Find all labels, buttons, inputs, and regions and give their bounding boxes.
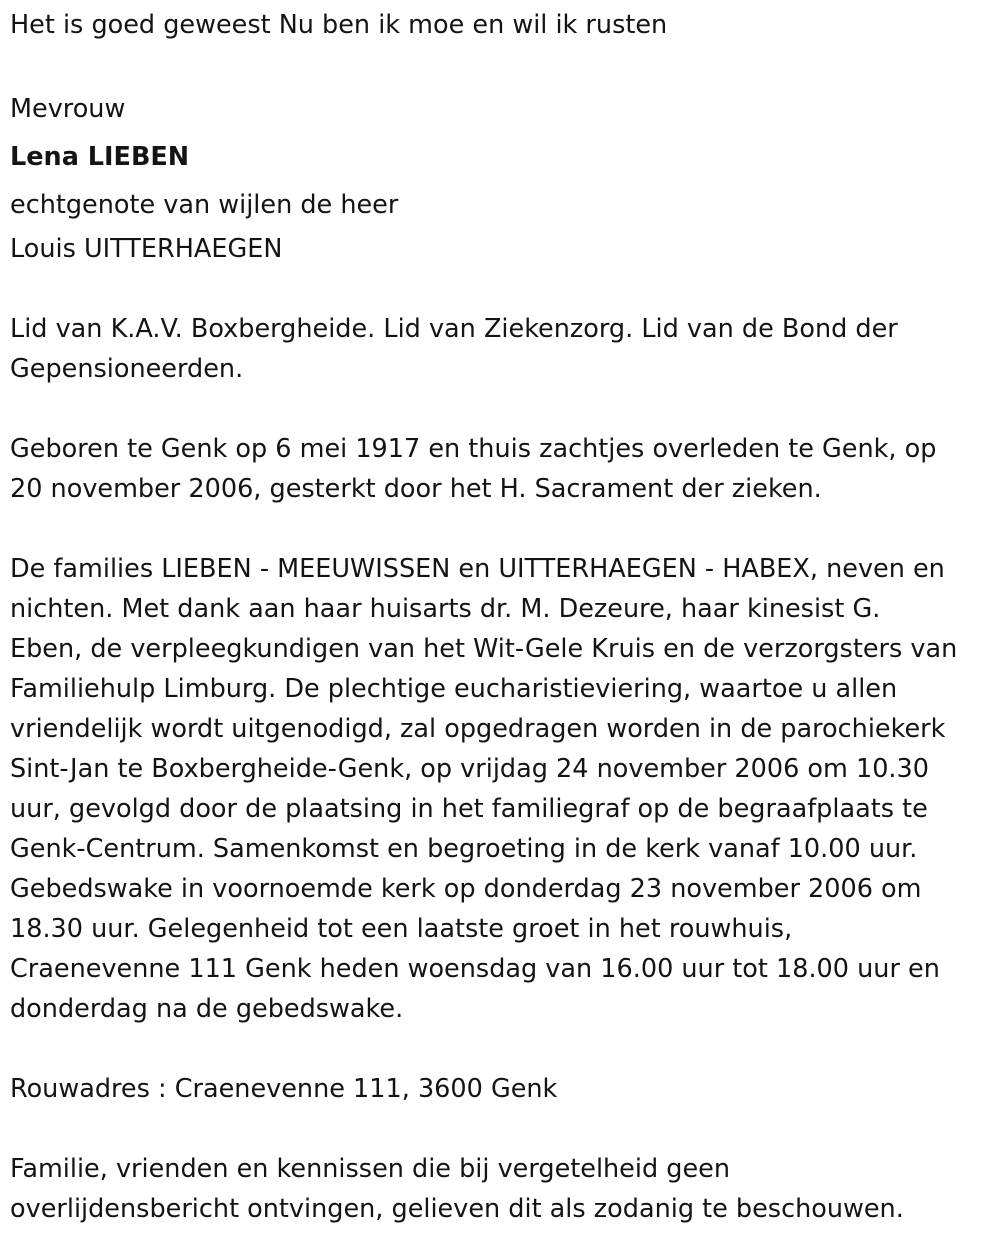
- salutation: Mevrouw: [10, 94, 126, 124]
- spacer: [10, 45, 995, 85]
- families-line: Eben, de verpleegkundigen van het Wit-Gele Kruis en de verzorgsters van: [10, 634, 958, 664]
- spacer: [10, 509, 995, 549]
- spouse-name: Louis UITTERHAEGEN: [10, 234, 283, 264]
- families-line: Gebedswake in voornoemde kerk op donderdag 23 november 2006 om: [10, 874, 922, 904]
- spacer: [10, 1109, 995, 1149]
- families-line: donderdag na de gebedswake.: [10, 994, 404, 1024]
- deceased-name: Lena LIEBEN: [10, 142, 190, 172]
- families-paragraph: [10, 549, 995, 1029]
- families-line: Genk-Centrum. Samenkomst en begroeting in de kerk vanaf 10.00 uur.: [10, 834, 918, 864]
- birth-death-line: Geboren te Genk op 6 mei 1917 en thuis zachtjes overleden te Genk, op: [10, 434, 937, 464]
- birth-death-line: 20 november 2006, gesterkt door het H. Sacrament der zieken.: [10, 474, 822, 504]
- mourning-address: Rouwadres : Craenevenne 111, 3600 Genk: [10, 1074, 558, 1104]
- motto: Het is goed geweest Nu ben ik moe en wil ik rusten: [10, 10, 668, 40]
- spacer: [10, 389, 995, 429]
- families-line: uur, gevolgd door de plaatsing in het familiegraf op de begraafplaats te: [10, 794, 928, 824]
- families-line: nichten. Met dank aan haar huisarts dr. M. Dezeure, haar kinesist G.: [10, 594, 881, 624]
- families-line: Familiehulp Limburg. De plechtige eucharistieviering, waartoe u allen: [10, 674, 898, 704]
- relation-text: echtgenote van wijlen de heer: [10, 190, 399, 220]
- families-line: De families LIEBEN - MEEUWISSEN en UITTERHAEGEN - HABEX, neven en: [10, 554, 945, 584]
- memberships-line: Lid van K.A.V. Boxbergheide. Lid van Ziekenzorg. Lid van de Bond der: [10, 314, 898, 344]
- memberships-paragraph: [10, 309, 995, 389]
- families-line: 18.30 uur. Gelegenheid tot een laatste groet in het rouwhuis,: [10, 914, 793, 944]
- closing-paragraph: [10, 1149, 995, 1229]
- families-line: Sint-Jan te Boxbergheide-Genk, op vrijdag 24 november 2006 om 10.30: [10, 754, 929, 784]
- spacer: [10, 269, 995, 309]
- birth-death-paragraph: [10, 429, 995, 509]
- closing-line: Familie, vrienden en kennissen die bij vergetelheid geen: [10, 1154, 730, 1184]
- death-notice: [10, 5, 995, 1229]
- closing-line: overlijdensbericht ontvingen, gelieven dit als zodanig te beschouwen.: [10, 1194, 904, 1224]
- spacer: [10, 1029, 995, 1069]
- memberships-line: Gepensioneerden.: [10, 354, 244, 384]
- families-line: Craenevenne 111 Genk heden woensdag van 16.00 uur tot 18.00 uur en: [10, 954, 940, 984]
- families-line: vriendelijk wordt uitgenodigd, zal opgedragen worden in de parochiekerk: [10, 714, 946, 744]
